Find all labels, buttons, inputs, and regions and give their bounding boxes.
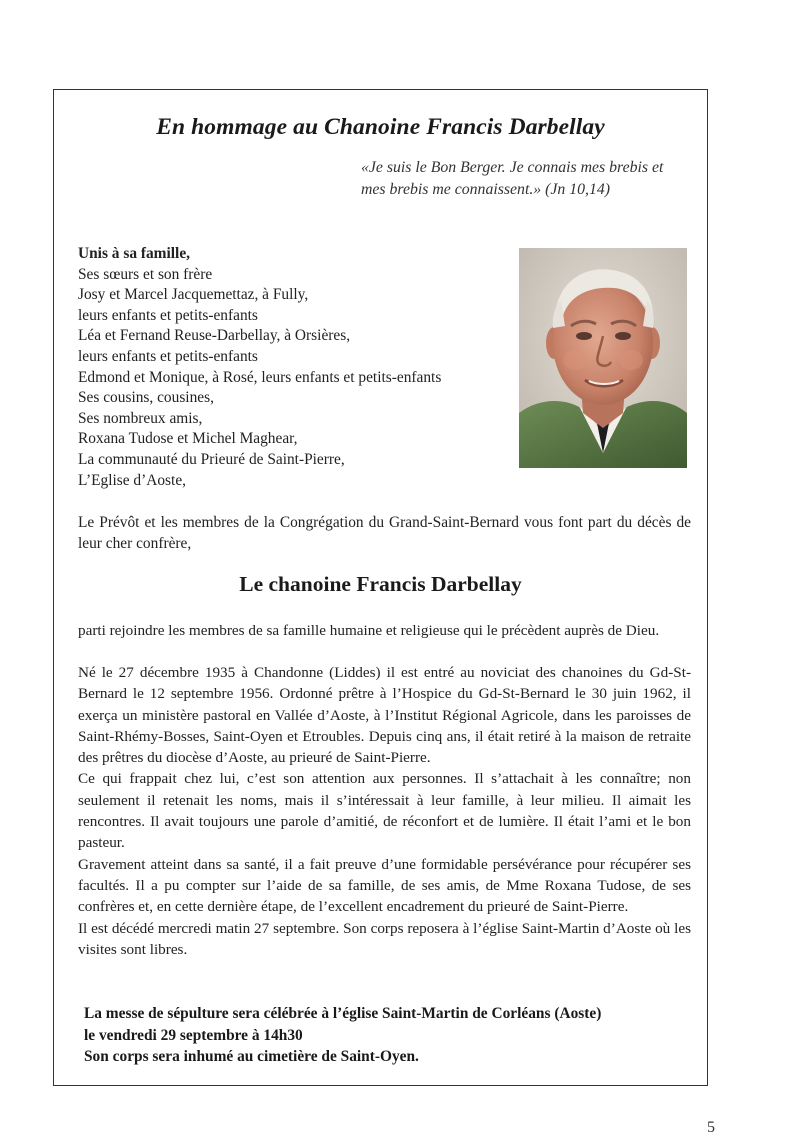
deceased-name: Le chanoine Francis Darbellay <box>239 572 522 596</box>
epigraph-line-2: mes brebis me connaissent.» (Jn 10,14) <box>361 181 611 198</box>
family-list <box>78 244 508 491</box>
funeral-details <box>84 1003 694 1068</box>
bio-paragraph: Ce qui frappait chez lui, c’est son attention aux personnes. Il s’attachait à les connaître; non seulement il retenait les noms, mais il s’intéressait à leur famille, à leur milieu. Il aimait les rencontres. Il avait toujours une parole d’amitié, de réconfort et de lumière. Il était l’ami et le bon pasteur. <box>78 770 691 852</box>
family-line: leurs enfants et petits-enfants <box>78 347 258 365</box>
family-line: leurs enfants et petits-enfants <box>78 306 258 324</box>
family-line: Ses sœurs et son frère <box>78 265 213 283</box>
family-line: Roxana Tudose et Michel Maghear, <box>78 430 298 448</box>
epigraph <box>361 157 701 201</box>
family-line: La communauté du Prieuré de Saint-Pierre, <box>78 450 345 468</box>
family-line: Léa et Fernand Reuse-Darbellay, à Orsières, <box>78 327 351 345</box>
funeral-date-line: le vendredi 29 septembre à 14h30 <box>84 1026 303 1044</box>
page-title: En hommage au Chanoine Francis Darbellay <box>156 114 605 140</box>
family-line: Ses nombreux amis, <box>78 409 203 427</box>
epigraph-line-1: «Je suis le Bon Berger. Je connais mes brebis et <box>361 159 664 176</box>
bio-paragraph: Né le 27 décembre 1935 à Chandonne (Liddes) il est entré au noviciat des chanoines du Gd-St-Bernard le 12 septembre 1956. Ordonné prêtre à l’Hospice du Gd-St-Bernard le 30 juin 1962, il exerça un ministère pastoral en Vallée d’Aoste, à l’Institut Régional Agricole, dans les paroisses de Saint-Rhémy-Bosses, Saint-Oyen et Etroubles. Depuis cinq ans, il était retiré à la maison de retraite des prêtres du diocèse d’Aoste, au prieuré de Saint-Pierre. <box>78 664 691 767</box>
rejoined-text: parti rejoindre les membres de sa famille humaine et religieuse qui le précèdent auprès de Dieu. <box>78 622 660 639</box>
memorial-frame <box>53 89 708 1086</box>
family-line: L’Eglise d’Aoste, <box>78 471 187 489</box>
funeral-mass-line: La messe de sépulture sera célébrée à l’église Saint-Martin de Corléans (Aoste) <box>84 1005 602 1022</box>
portrait-photo <box>519 248 687 468</box>
family-lead: Unis à sa famille, <box>78 245 191 262</box>
biography <box>78 662 691 960</box>
family-line: Ses cousins, cousines, <box>78 389 214 407</box>
family-line: Edmond et Monique, à Rosé, leurs enfants et petits-enfants <box>78 368 442 386</box>
family-line: Josy et Marcel Jacquemettaz, à Fully, <box>78 286 309 304</box>
announcement-text: Le Prévôt et les membres de la Congrégation du Grand-Saint-Bernard vous font part du décès de leur cher confrère, <box>78 514 691 552</box>
portrait-illustration <box>519 248 687 468</box>
burial-line: Son corps sera inhumé au cimetière de Saint-Oyen. <box>84 1048 419 1065</box>
bio-paragraph: Gravement atteint dans sa santé, il a fait preuve d’une formidable persévérance pour récupérer ses facultés. Il a pu compter sur l’aide de sa famille, de ses amis, de Mme Roxana Tudose, de ses confrères et, en cette dernière étape, de l’excellent encadrement du prieuré de Saint-Pierre. <box>78 855 691 916</box>
bio-paragraph: Il est décédé mercredi matin 27 septembre. Son corps reposera à l’église Saint-Martin d’Aoste où les visites sont libres. <box>78 919 691 958</box>
page-number: 5 <box>707 1119 715 1136</box>
